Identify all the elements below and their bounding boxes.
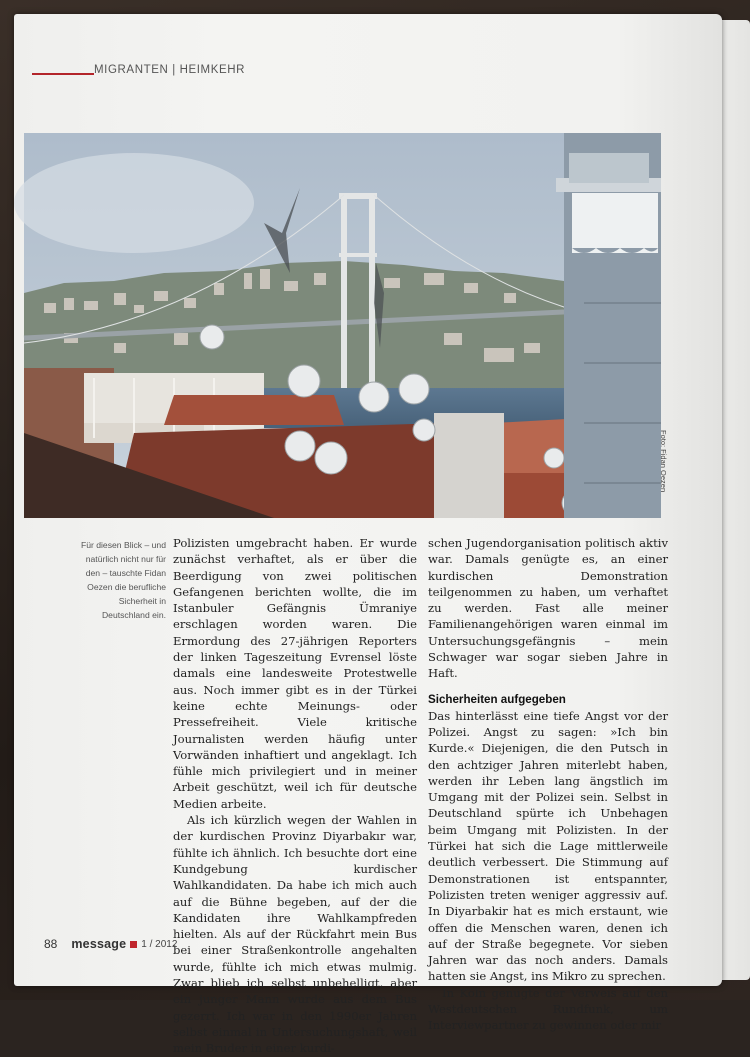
issue-number: 1 / 2012: [141, 938, 178, 950]
article-column-2: [428, 535, 668, 1034]
section-label: MIGRANTEN | HEIMKEHR: [94, 64, 246, 76]
article-column-1: [173, 535, 417, 1057]
brand-square-icon: [130, 941, 137, 948]
page-footer: [44, 937, 177, 951]
article-paragraph: Polizisten umgebracht haben. Er wurde zunächst verhaftet, als er über die Beerdigung von zwei politischen Gefangenen berichten wollte, die im Istanbuler Gefängnis Ümraniye erschlagen worden waren. Die Ermordung des 27-jährigen Reporters der linken Tageszeitung Evrensel löste damals eine landesweite Protestwelle aus. Noch immer gibt es in der Türkei keine echte Meinungs- oder Pressefreiheit. Viele kritische Journalisten werden häufig unter Vorwänden inhaftiert und angeklagt. Ich fühle mich privilegiert und in meiner Arbeit geschützt, weil ich für deutsche Medien arbeite.: [173, 536, 417, 811]
article-paragraph: Als ich kürzlich wegen der Wahlen in der kurdischen Provinz Diyarbakır war, fühlte ich ähnlich. Ich besuchte dort eine Kundgebung kurdischer Wahlkandidaten. Da habe ich mich auch auf die Bühne begeben, auf der die Kandidaten ihre Wahlkampfreden hielten. Als auf der Rückfahrt mein Bus bei einer Straßenkontrolle angehalten wurde, fühlte ich mich etwas mulmig. Zwar blieb ich selbst unbehelligt, aber ein junger Mann wurde aus dem Bus gezerrt. Ich war in den 1990er Jahren selbst einmal in Untersuchungshaft, weil mein Bruder in einer kurdi-: [173, 813, 417, 1056]
article-paragraph: Das hinterlässt eine tiefe Angst vor der Polizei. Angst zu sagen: »Ich bin Kurde.« Diejenigen, die den Putsch in den achtziger Jahren miterlebt haben, werden ihr Leben lang ängstlich im Umgang mit der Polizei sein. Selbst in Deutschland spürte ich Unbehagen beim Umgang mit Polizisten. In der Türkei hat sich die Lage mittlerweile deutlich verbessert. Die Stimmung auf Demonstrationen ist entspannter, Polizisten treten weniger aggressiv auf. In Diyarbakir hat es mich erstaunt, wie offen die Menschen waren, denen ich auf der Straße begegnete. Vor sieben Jahren war das noch anders. Damals hatten sie Angst, ins Mikro zu sprechen.: [428, 708, 668, 984]
magazine-name: message: [71, 937, 127, 951]
article-photo: [24, 133, 661, 518]
bosphorus-bridge-photo: [24, 133, 661, 518]
section-accent-line: [32, 73, 94, 75]
subheading: Sicherheiten aufgegeben: [428, 692, 566, 706]
article-paragraph: schen Jugendorganisation politisch aktiv war. Damals genügte es, an einer kurdischen Demonstration teilgenommen zu haben, um verhaftet zu werden. Fast alle meiner Familienangehörigen waren einmal im Untersuchungsgefängnis – mein Schwager war sogar sieben Jahre in Haft.: [428, 536, 668, 681]
photo-credit: Foto: Fidan Oezen: [659, 430, 668, 493]
page-number: 88: [44, 937, 58, 951]
article-paragraph: In Köln genügte der Verweis auf den Westdeutschen Rundfunk, um Interviewpartner zu gewinnen oder mir: [428, 985, 668, 1033]
photo-caption: Für diesen Blick – und natürlich nicht nur für den – tauschte Fidan Oezen die berufliche Sicherheit in Deutschland ein.: [80, 540, 166, 620]
